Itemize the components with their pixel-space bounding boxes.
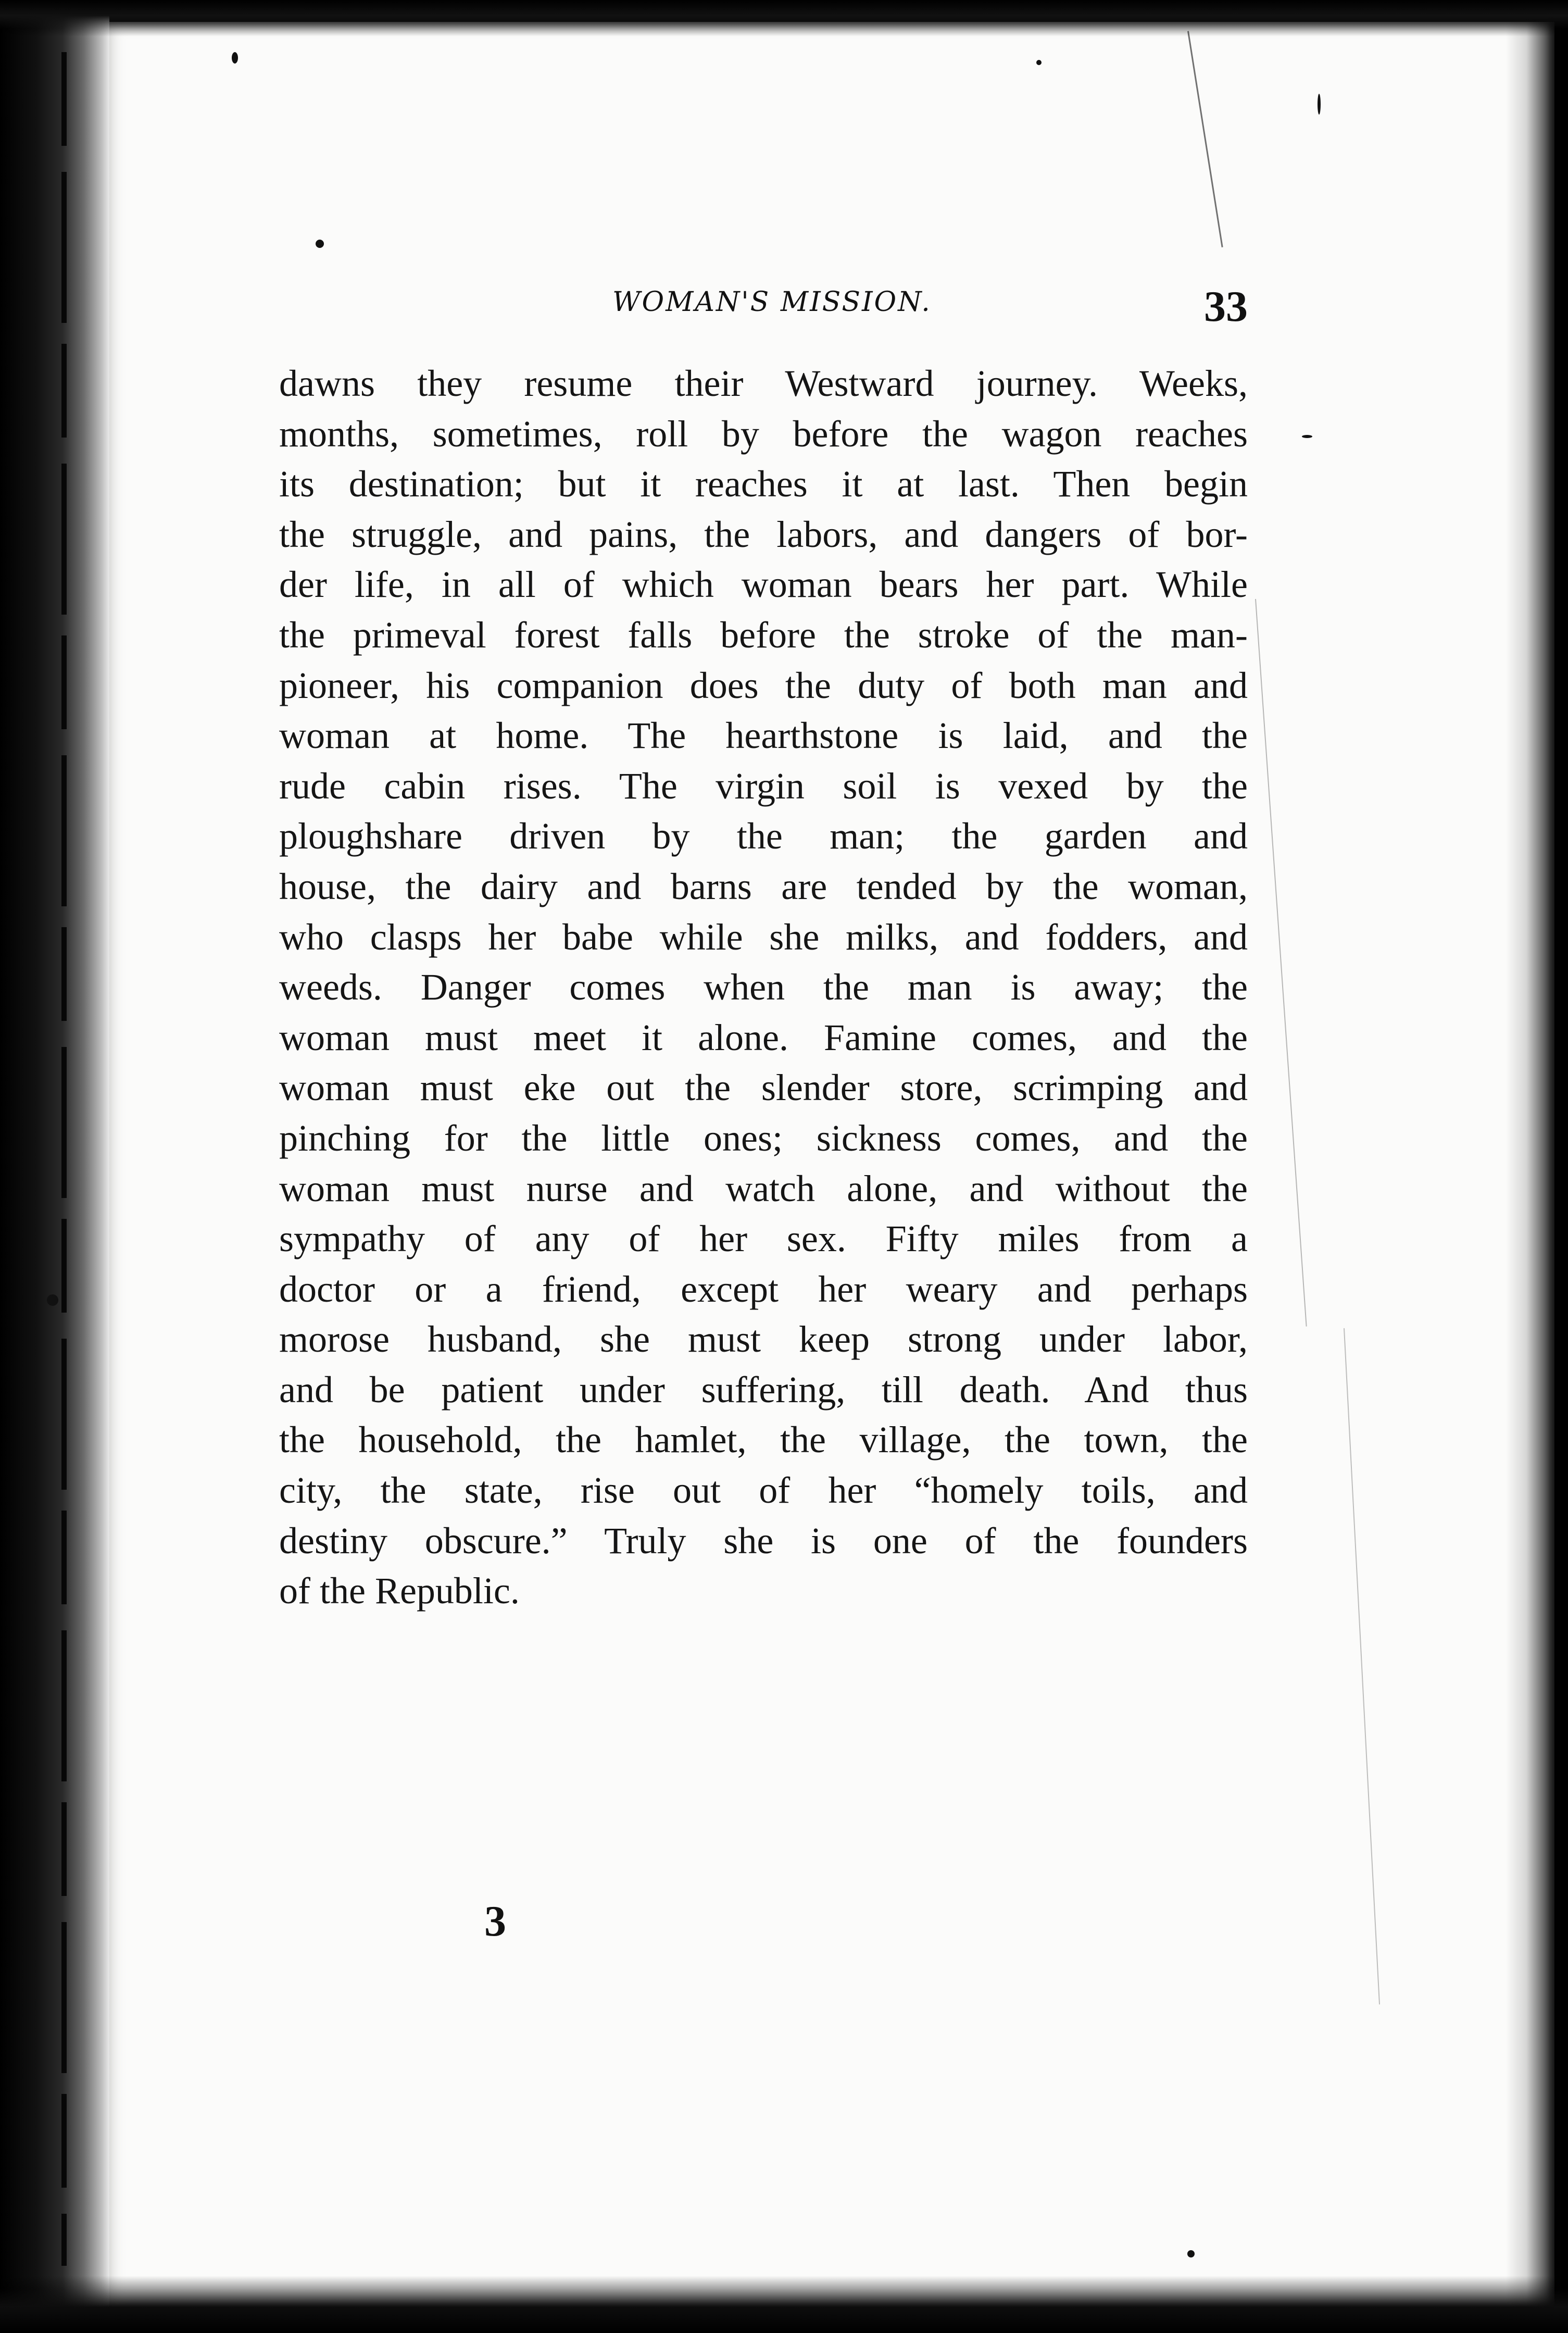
- bottom-page-edge: [0, 2276, 1568, 2333]
- text-line-last: of the Republic.: [279, 1570, 520, 1612]
- text-line: destiny obscure.” Truly she is one of the founders: [279, 1519, 1248, 1562]
- text-line: the household, the hamlet, the village, the town, the: [279, 1419, 1248, 1461]
- top-page-edge: [0, 0, 1568, 36]
- text-line: pioneer, his companion does the duty of both man and: [279, 664, 1248, 706]
- scan-speck: [1036, 60, 1042, 65]
- running-header: [279, 281, 1248, 331]
- text-line: der life, in all of which woman bears her part. While: [279, 564, 1248, 606]
- text-line: and be patient under suffering, till death. And thus: [279, 1368, 1248, 1411]
- text-line: its destination; but it reaches it at last. Then begin: [279, 463, 1248, 505]
- scan-speck: [1302, 435, 1312, 438]
- text-line: who clasps her babe while she milks, and fodders, and: [279, 916, 1248, 958]
- body-text: [279, 358, 1248, 1616]
- scan-speck: [1318, 94, 1321, 115]
- text-line: months, sometimes, roll by before the wagon reaches: [279, 413, 1248, 455]
- text-line: woman must meet it alone. Famine comes, and the: [279, 1016, 1248, 1058]
- scan-speck: [232, 52, 238, 64]
- page-number: 33: [1204, 282, 1248, 331]
- text-line: pinching for the little ones; sickness comes, and the: [279, 1117, 1248, 1159]
- spine-marks: [61, 52, 67, 2266]
- signature-mark: 3: [484, 1897, 506, 1945]
- text-line: woman must eke out the slender store, scrimping and: [279, 1067, 1248, 1109]
- text-line: the struggle, and pains, the labors, and dangers of bor-: [279, 513, 1248, 555]
- running-title: WOMAN'S MISSION.: [612, 286, 932, 318]
- text-line: morose husband, she must keep strong under labor,: [279, 1318, 1248, 1361]
- text-line: dawns they resume their Westward journey. Weeks,: [279, 363, 1248, 404]
- scan-speck: [1187, 2250, 1195, 2257]
- right-page-edge: [1506, 0, 1568, 2333]
- text-line: ploughshare driven by the man; the garden and: [279, 815, 1248, 857]
- text-line: rude cabin rises. The virgin soil is vexed by the: [279, 765, 1248, 807]
- text-line: city, the state, rise out of her “homely toils, and: [279, 1469, 1248, 1512]
- text-line: house, the dairy and barns are tended by the woman,: [279, 865, 1248, 907]
- text-line: doctor or a friend, except her weary and perhaps: [279, 1268, 1248, 1310]
- text-line: woman at home. The hearthstone is laid, and the: [279, 715, 1248, 757]
- text-line: woman must nurse and watch alone, and without the: [279, 1167, 1248, 1209]
- text-line: sympathy of any of her sex. Fifty miles from a: [279, 1218, 1248, 1260]
- scan-speck: [316, 240, 324, 248]
- text-line: the primeval forest falls before the stroke of the man-: [279, 614, 1248, 656]
- text-line: weeds. Danger comes when the man is away; the: [279, 966, 1248, 1008]
- scan-speck: [47, 1294, 58, 1306]
- book-spine-shadow: [0, 0, 109, 2333]
